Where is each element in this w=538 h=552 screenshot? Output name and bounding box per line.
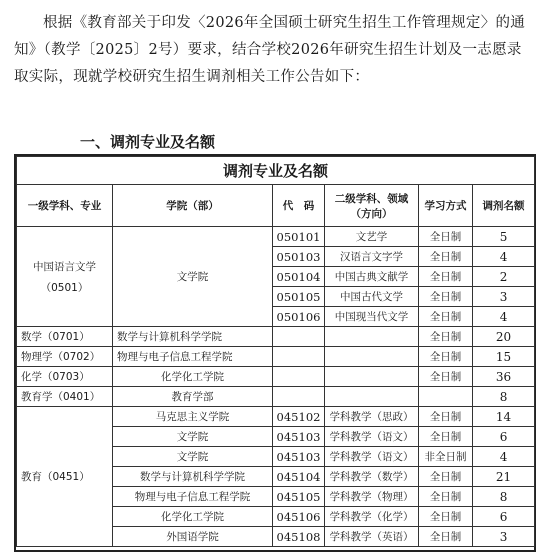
discipline-cell: 化学（0703）	[17, 367, 113, 387]
quota-cell: 3	[473, 527, 535, 547]
code-cell: 045108	[273, 527, 325, 547]
college-cell: 数学与计算机科学学院	[113, 327, 273, 347]
quota-cell: 5	[473, 227, 535, 247]
mode-cell: 全日制	[419, 427, 473, 447]
header-discipline: 一级学科、专业	[17, 185, 113, 227]
quota-cell: 4	[473, 247, 535, 267]
mode-cell: 全日制	[419, 407, 473, 427]
table-row	[17, 387, 535, 407]
quota-cell: 14	[473, 407, 535, 427]
college-cell: 数学与计算机科学学院	[113, 467, 273, 487]
quota-cell: 8	[473, 487, 535, 507]
table-caption: 调剂专业及名额	[17, 157, 535, 185]
code-cell: 050105	[273, 287, 325, 307]
college-cell: 外国语学院	[113, 527, 273, 547]
field-cell: 中国古代文学	[325, 287, 419, 307]
discipline-cell: 物理学（0702）	[17, 347, 113, 367]
intro-paragraph: 根据《教育部关于印发〈2026年全国硕士研究生招生工作管理规定〉的通知》（教学〔2025〕2号）要求，结合学校2026年研究生招生计划及一志愿录取实际，现就学校研究生招生调剂相关工作公告如下：	[14, 15, 526, 85]
quota-table-frame	[14, 154, 536, 552]
code-cell: 050103	[273, 247, 325, 267]
college-cell: 文学院	[113, 227, 273, 327]
field-cell	[325, 327, 419, 347]
quota-cell: 21	[473, 467, 535, 487]
quota-cell: 6	[473, 507, 535, 527]
discipline-code: （0501）	[40, 281, 89, 294]
quota-cell: 4	[473, 307, 535, 327]
mode-cell: 全日制	[419, 507, 473, 527]
discipline-cell: 教育学（0401）	[17, 387, 113, 407]
discipline-cell	[17, 227, 113, 327]
quota-cell: 36	[473, 367, 535, 387]
mode-cell: 全日制	[419, 287, 473, 307]
field-cell: 汉语言文字学	[325, 247, 419, 267]
mode-cell: 全日制	[419, 367, 473, 387]
table-row	[17, 227, 535, 247]
field-cell: 学科教学（数学）	[325, 467, 419, 487]
college-cell: 文学院	[113, 427, 273, 447]
header-field-line1: 二级学科、领域	[334, 192, 409, 205]
college-cell: 化学化工学院	[113, 367, 273, 387]
quota-cell: 15	[473, 347, 535, 367]
code-cell	[273, 347, 325, 367]
mode-cell: 全日制	[419, 347, 473, 367]
mode-cell: 全日制	[419, 327, 473, 347]
table-caption-row	[17, 157, 535, 185]
code-cell: 050106	[273, 307, 325, 327]
field-cell: 学科教学（物理）	[325, 487, 419, 507]
field-cell	[325, 347, 419, 367]
code-cell: 050101	[273, 227, 325, 247]
college-cell: 教育学部	[113, 387, 273, 407]
field-cell: 学科教学（化学）	[325, 507, 419, 527]
code-cell: 045103	[273, 447, 325, 467]
quota-cell: 4	[473, 447, 535, 467]
code-cell: 045106	[273, 507, 325, 527]
code-cell	[273, 387, 325, 407]
discipline-name: 中国语言文学	[33, 260, 96, 273]
college-cell: 马克思主义学院	[113, 407, 273, 427]
mode-cell: 非全日制	[419, 447, 473, 467]
header-quota: 调剂名额	[473, 185, 535, 227]
college-cell: 化学化工学院	[113, 507, 273, 527]
mode-cell: 全日制	[419, 527, 473, 547]
header-field-line2: （方向）	[350, 207, 393, 220]
code-cell: 045105	[273, 487, 325, 507]
discipline-cell: 教育（0451）	[17, 407, 113, 547]
mode-cell: 全日制	[419, 247, 473, 267]
field-cell	[325, 367, 419, 387]
mode-cell	[419, 387, 473, 407]
quota-cell: 6	[473, 427, 535, 447]
header-code: 代 码	[273, 185, 325, 227]
field-cell	[325, 387, 419, 407]
code-cell: 050104	[273, 267, 325, 287]
quota-table	[16, 156, 535, 547]
field-cell: 学科教学（语文）	[325, 447, 419, 467]
college-cell: 文学院	[113, 447, 273, 467]
mode-cell: 全日制	[419, 227, 473, 247]
field-cell: 文艺学	[325, 227, 419, 247]
code-cell: 045103	[273, 427, 325, 447]
discipline-cell: 数学（0701）	[17, 327, 113, 347]
code-cell: 045102	[273, 407, 325, 427]
field-cell: 学科教学（英语）	[325, 527, 419, 547]
mode-cell: 全日制	[419, 267, 473, 287]
field-cell: 学科教学（思政）	[325, 407, 419, 427]
section-title: 一、调剂专业及名额	[80, 133, 216, 151]
table-header-row	[17, 185, 535, 227]
code-cell: 045104	[273, 467, 325, 487]
quota-cell: 8	[473, 387, 535, 407]
mode-cell: 全日制	[419, 487, 473, 507]
table-row	[17, 367, 535, 387]
quota-cell: 20	[473, 327, 535, 347]
table-row	[17, 347, 535, 367]
mode-cell: 全日制	[419, 307, 473, 327]
quota-cell: 2	[473, 267, 535, 287]
header-field	[325, 185, 419, 227]
quota-cell: 3	[473, 287, 535, 307]
header-college: 学院（部）	[113, 185, 273, 227]
field-cell: 中国古典文献学	[325, 267, 419, 287]
code-cell	[273, 367, 325, 387]
table-row	[17, 407, 535, 427]
code-cell	[273, 327, 325, 347]
field-cell: 中国现当代文学	[325, 307, 419, 327]
table-row	[17, 327, 535, 347]
field-cell: 学科教学（语文）	[325, 427, 419, 447]
mode-cell: 全日制	[419, 467, 473, 487]
college-cell: 物理与电子信息工程学院	[113, 487, 273, 507]
header-mode: 学习方式	[419, 185, 473, 227]
college-cell: 物理与电子信息工程学院	[113, 347, 273, 367]
